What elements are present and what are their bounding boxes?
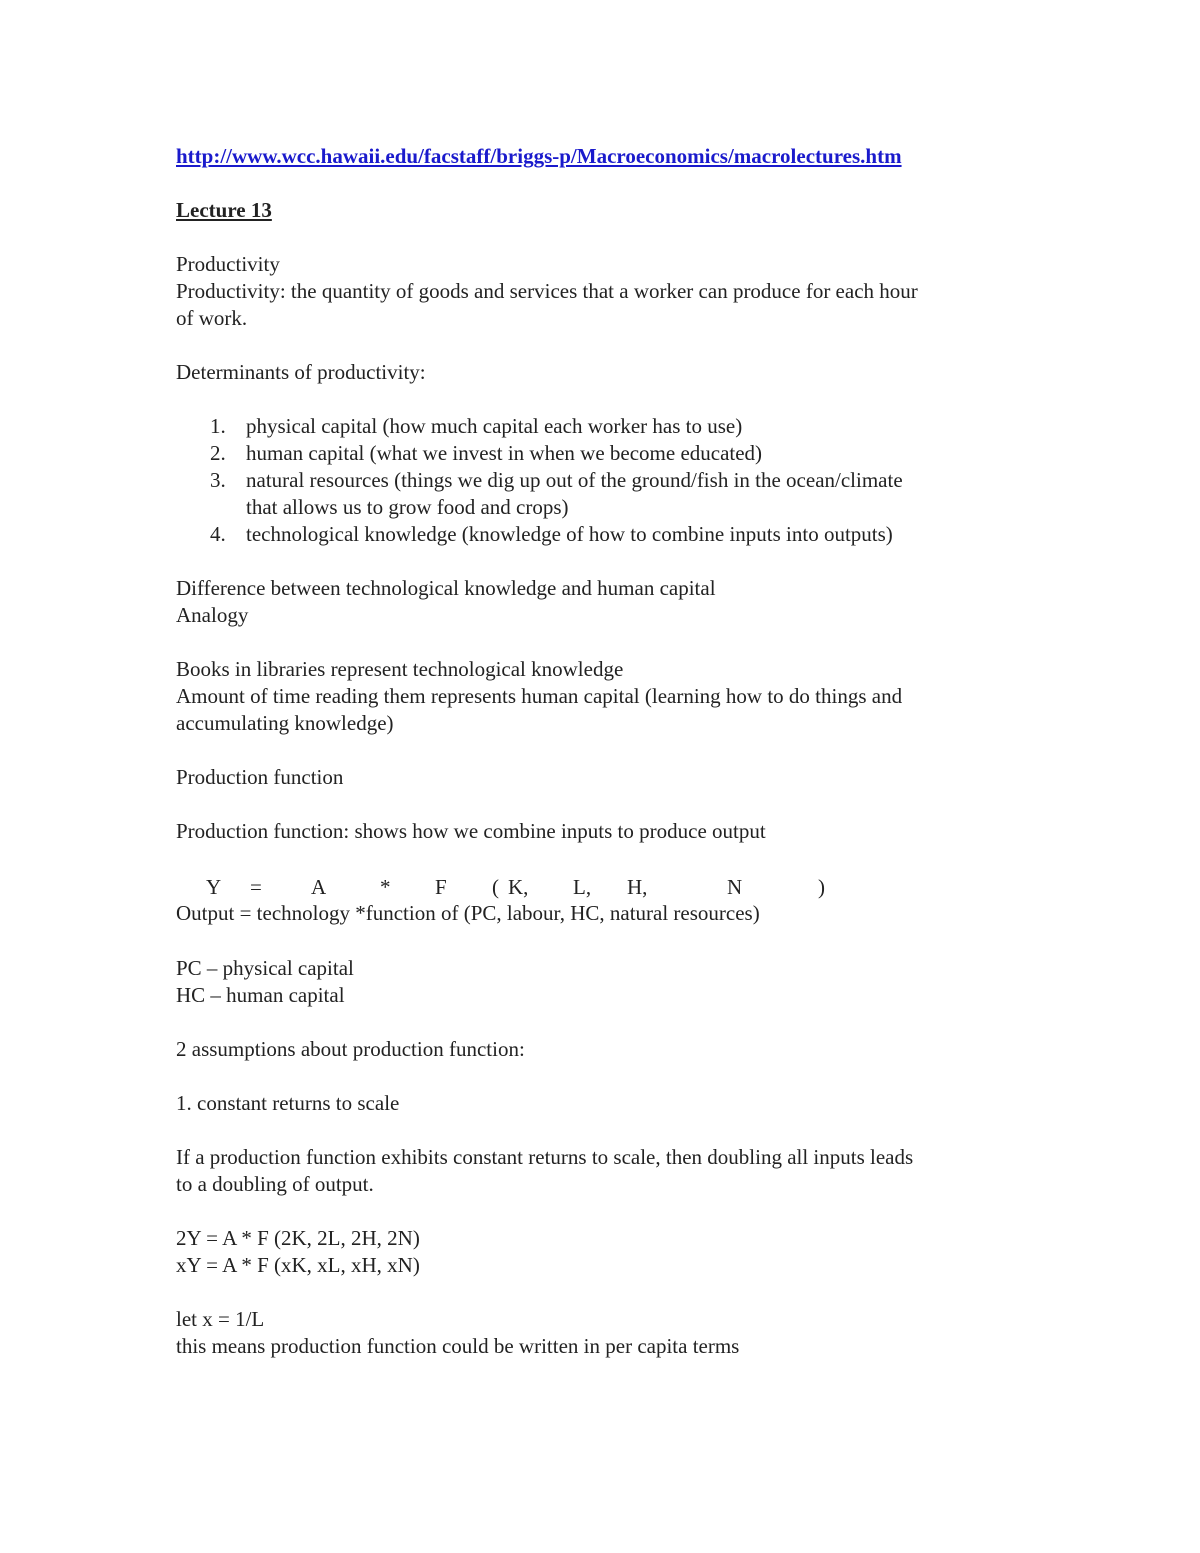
list-item: technological knowledge (knowledge of how to combine inputs into outputs) — [246, 522, 893, 546]
equation-token: Y — [206, 875, 222, 899]
analogy-text: Analogy — [176, 603, 249, 627]
assumption-one: 1. constant returns to scale — [176, 1091, 400, 1115]
hc-definition: HC – human capital — [176, 983, 345, 1007]
per-capita-text: this means production function could be written in per capita terms — [176, 1334, 740, 1358]
production-function-heading: Production function — [176, 765, 344, 789]
equation-token: ( — [492, 875, 499, 899]
list-item-number: 2. — [210, 441, 226, 465]
equation-token: * — [380, 875, 391, 899]
equation-token: N — [727, 875, 743, 899]
productivity-heading: Productivity — [176, 252, 280, 276]
reading-text: Amount of time reading them represents human capital (learning how to do things and — [176, 684, 903, 708]
equation-token: A — [311, 875, 327, 899]
production-function-definition: Production function: shows how we combine inputs to produce output — [176, 819, 766, 843]
productivity-definition-cont: of work. — [176, 306, 248, 330]
formula-doubling: 2Y = A * F (2K, 2L, 2H, 2N) — [176, 1226, 420, 1250]
equation-token: ) — [818, 875, 825, 899]
crs-explanation: If a production function exhibits constant returns to scale, then doubling all inputs leads — [176, 1145, 914, 1169]
list-item-cont: that allows us to grow food and crops) — [246, 495, 569, 519]
crs-explanation-cont: to a doubling of output. — [176, 1172, 374, 1196]
list-item-number: 1. — [210, 414, 226, 438]
list-item-number: 4. — [210, 522, 226, 546]
equation-token: K, — [508, 875, 529, 899]
equation-token: F — [435, 875, 447, 899]
equation-explanation: Output = technology *function of (PC, labour, HC, natural resources) — [176, 901, 760, 925]
source-url-link[interactable]: http://www.wcc.hawaii.edu/facstaff/briggs-p/Macroeconomics/macrolectures.htm — [176, 144, 902, 168]
formula-general: xY = A * F (xK, xL, xH, xN) — [176, 1253, 420, 1277]
list-item: physical capital (how much capital each worker has to use) — [246, 414, 743, 438]
lecture-title: Lecture 13 — [176, 198, 272, 222]
productivity-definition: Productivity: the quantity of goods and services that a worker can produce for each hour — [176, 279, 918, 303]
difference-text: Difference between technological knowledge and human capital — [176, 576, 716, 600]
list-item-number: 3. — [210, 468, 226, 492]
books-text: Books in libraries represent technological knowledge — [176, 657, 624, 681]
let-x-text: let x = 1/L — [176, 1307, 265, 1331]
assumptions-intro: 2 assumptions about production function: — [176, 1037, 525, 1061]
equation-token: = — [250, 875, 262, 899]
reading-text-cont: accumulating knowledge) — [176, 711, 394, 735]
equation-token: L, — [573, 875, 592, 899]
equation-token: H, — [627, 875, 648, 899]
list-item: human capital (what we invest in when we become educated) — [246, 441, 763, 465]
list-item: natural resources (things we dig up out of the ground/fish in the ocean/climate — [246, 468, 903, 492]
pc-definition: PC – physical capital — [176, 956, 354, 980]
determinants-intro: Determinants of productivity: — [176, 360, 426, 384]
